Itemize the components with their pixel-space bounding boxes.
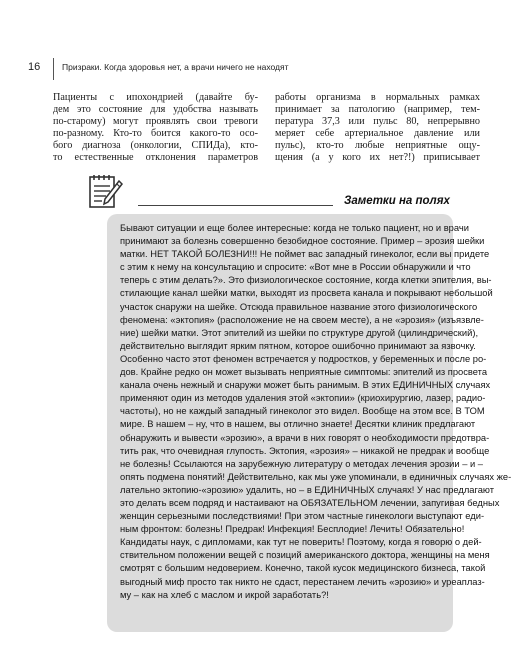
- left-paragraph: [53, 92, 258, 165]
- text-line: с этим к нему на консультацию и спросите: «Вот мне в России обнаружили и что: [120, 262, 471, 273]
- text-line: ние) шейки матки. Этот эпителий из шейки по структуре другой (цилиндрический),: [120, 327, 479, 338]
- text-line: ным фронтом: болезнь! Предрак! Инфекция! Бесплодие! Лечить! Обязательно!: [120, 524, 465, 535]
- right-paragraph: [275, 92, 480, 165]
- text-line: опять подмена понятий! Действительно, как мы уже упоминали, в единичных случаях же-: [120, 471, 511, 482]
- text-line: лательно эктопию-«эрозию» удалить, но – в ЕДИНИЧНЫХ случаях! У нас предлагают: [120, 484, 494, 495]
- text-line: пульс), кто-то любые неприятные ощу-: [275, 140, 480, 152]
- text-line: мире. В нашем – ну, что в нашем, вы отлично знаете! Десятки клиник предлагают: [120, 419, 476, 430]
- page-number: 16: [28, 61, 41, 73]
- text-line: обнаружить и вывести «эрозию», а врачи в них говорят о необходимости предотвра-: [120, 432, 490, 443]
- text-line: стилающие канал шейки матки, выходят из просвета канала и покрывают небольшой: [120, 288, 493, 299]
- text-line: смотрят с большим недоверием. Конечно, такой кусок медицинского бизнеса, такой: [120, 563, 486, 574]
- text-line: теперь с этим делать?». Это физиологическое состояние, когда клетки эпителия, вы-: [120, 275, 492, 286]
- text-line: выгодный миф просто так никто не сдаст, перестанем лечить «эрозию» и уреаплаз-: [120, 576, 485, 587]
- text-line: пература 37,3 или пульс 80, непрерывно: [275, 116, 480, 128]
- notes-box: [107, 214, 511, 632]
- header-divider: [53, 58, 54, 80]
- notepad-pencil-icon: [88, 172, 124, 210]
- left-column: [53, 92, 258, 165]
- text-line: тить рак, что очевидная глупость. Эктопия, «эрозия» – никакой не предрак и вообще: [120, 445, 490, 456]
- text-line: щения (а у кого их нет?!) приписывает: [275, 152, 480, 164]
- text-line: Бывают ситуации и еще более интересные: когда не только пациент, но и врачи: [120, 223, 469, 233]
- text-line: частоты), но не каждый западный гинеколог это видел. Вообще на этом все. В ТОМ: [120, 406, 485, 417]
- text-line: по-старому) могут проявлять свои тревоги: [53, 116, 258, 128]
- text-line: дов. Крайне редко он может вызывать неприятные симптомы: эпителий из просвета: [120, 367, 488, 378]
- text-line: меряет себе артериальное давление или: [275, 128, 480, 140]
- text-line: действительно выглядит ярким пятном, которое ошибочно принимают за язвочку.: [120, 340, 476, 351]
- text-line: применяют один из методов удаления этой «эктопии» (криохирургию, лазер, радио-: [120, 393, 486, 404]
- text-line: Пациенты с ипохондрией (давайте бу-: [53, 92, 258, 103]
- text-line: это делать всем подряд и настаивают на ОБЯЗАТЕЛЬНОМ лечении, запугивая бедных: [120, 497, 500, 508]
- notes-paragraph: [120, 222, 511, 602]
- text-line: принимает за патологию (например, тем-: [275, 104, 480, 116]
- text-line: работы организма в нормальных рамках: [275, 92, 480, 103]
- text-line: ствительном положении вещей с позиций американского доктора, женщины на меня: [120, 550, 490, 561]
- text-line: матки. НЕТ ТАКОЙ БОЛЕЗНИ!!! Не поймет вас западный гинеколог, если вы придете: [120, 249, 490, 260]
- text-line: Особенно часто этот феномен встречается у подростков, у беременных и после ро-: [120, 353, 487, 364]
- text-line: то естественные отклонения параметров: [53, 152, 258, 164]
- text-line: по-разному. Кто-то боится какого-то осо-: [53, 128, 258, 140]
- page-header: [28, 58, 480, 80]
- text-line: женщин серьезными последствиями! При этом частные гинекологи выступают еди-: [120, 511, 485, 522]
- text-line: участок снаружи на шейке. Отсюда правильное название этого физиологического: [120, 301, 478, 312]
- notes-title: Заметки на полях: [344, 195, 450, 207]
- right-column: [275, 92, 480, 165]
- running-title: Призраки. Когда здоровья нет, а врачи ничего не находят: [62, 62, 289, 72]
- body-columns: [53, 92, 480, 165]
- text-line: му – как на хлеб с маслом и икрой заработать?!: [120, 589, 329, 600]
- text-line: Кандидаты наук, с дипломами, как тут не поверить! Поэтому, когда я говорю о дей-: [120, 537, 482, 548]
- text-line: принимают за болезнь совершенно безобидное состояние. Пример – эрозия шейки: [120, 236, 485, 247]
- notes-title-rule: [138, 205, 333, 206]
- text-line: канала очень нежный и снаружи может быть ранимым. В этих ЕДИНИЧНЫХ случаях: [120, 380, 491, 391]
- text-line: бого диагноза (онкологии, СПИДа), кто-: [53, 140, 258, 152]
- text-line: не болезнь! Ссылаются на зарубежную литературу о методах лечения эрозии – и –: [120, 458, 483, 469]
- text-line: феномена: «эктопия» (расположение не на своем месте), а не «эрозия» (изъязвле-: [120, 314, 484, 325]
- text-line: дем это состояние для удобства называть: [53, 104, 258, 116]
